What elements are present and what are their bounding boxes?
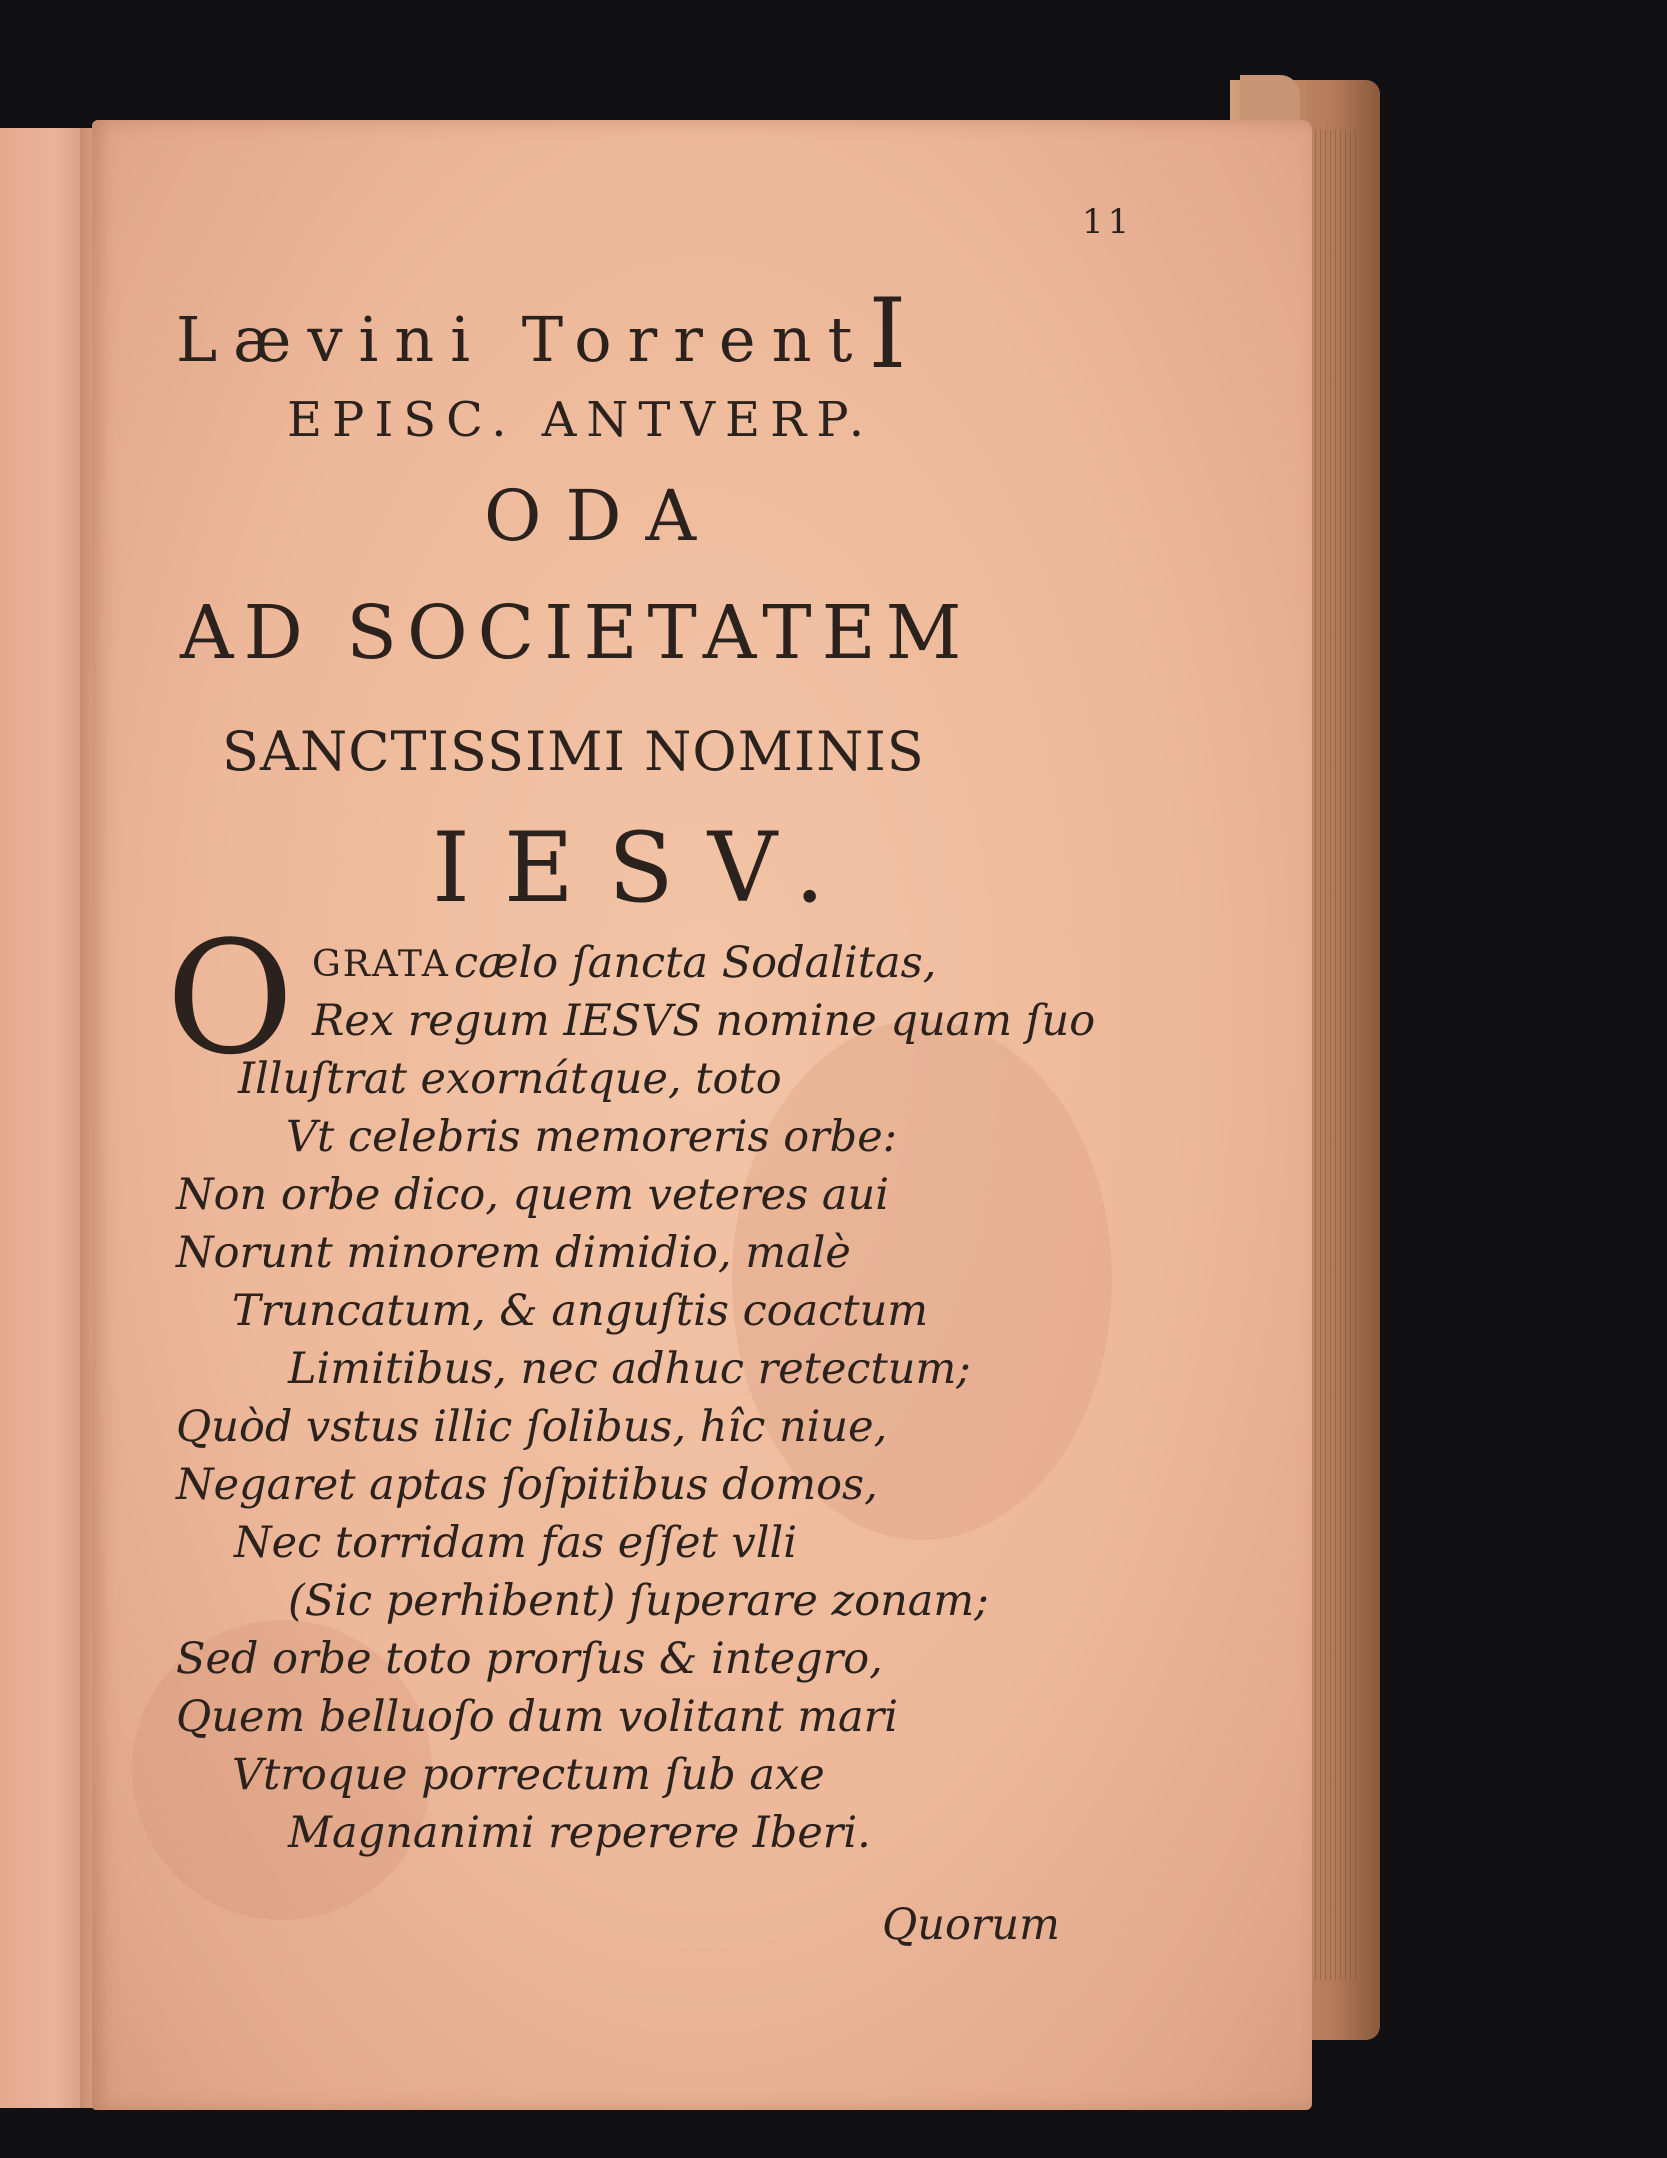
- page-number: 11: [1082, 202, 1134, 242]
- verse-line: Sed orbe toto prorſus & integro,: [176, 1634, 883, 1684]
- facing-page-edge: [0, 128, 90, 2108]
- catchword: Quorum: [882, 1900, 1060, 1950]
- verse-line: Quem belluoſo dum volitant mari: [176, 1692, 898, 1742]
- heading-author-final-letter: I: [868, 278, 907, 390]
- verse-line: Norunt minorem dimidio, malè: [176, 1228, 851, 1278]
- first-word-small-caps: GRATA: [312, 944, 450, 985]
- verse-line: Nec torridam fas eſſet vlli: [234, 1518, 797, 1568]
- drop-cap-initial: O: [166, 907, 294, 1089]
- heading-author-name: Lævini Torrent: [176, 303, 869, 376]
- verse-line: Vt celebris memoreris orbe:: [286, 1112, 898, 1162]
- verse-line: Negaret aptas ſoſpitibus domos,: [176, 1460, 878, 1510]
- verse-line: Non orbe dico, quem veteres aui: [176, 1170, 889, 1220]
- heading-ad-societatem: AD SOCIETATEM: [180, 590, 972, 676]
- heading-iesv: IESV.: [432, 812, 859, 924]
- heading-episcopal-title: EPISC. ANTVERP.: [287, 392, 875, 448]
- verse-line: Truncatum, & anguſtis coactum: [232, 1286, 929, 1336]
- verse-line: Limitibus, nec adhuc retectum;: [288, 1344, 971, 1394]
- verse-line: Vtroque porrectum ſub axe: [232, 1750, 825, 1800]
- verse-line: Magnanimi reperere Iberi.: [288, 1808, 871, 1858]
- verse-line: Illuſtrat exornátque, toto: [238, 1054, 782, 1104]
- heading-author: [176, 278, 906, 390]
- heading-oda: ODA: [484, 475, 721, 557]
- verse-line: cælo ſancta Sodalitas,: [454, 938, 937, 988]
- book-page: [92, 120, 1312, 2110]
- verse-line: (Sic perhibent) ſuperare zonam;: [288, 1576, 989, 1626]
- heading-sanctissimi-nominis: SANCTISSIMI NOMINIS: [222, 720, 925, 783]
- verse-line: Rex regum IESVS nomine quam ſuo: [312, 996, 1096, 1046]
- verse-line: Quòd vstus illic ſolibus, hîc niue,: [176, 1402, 888, 1452]
